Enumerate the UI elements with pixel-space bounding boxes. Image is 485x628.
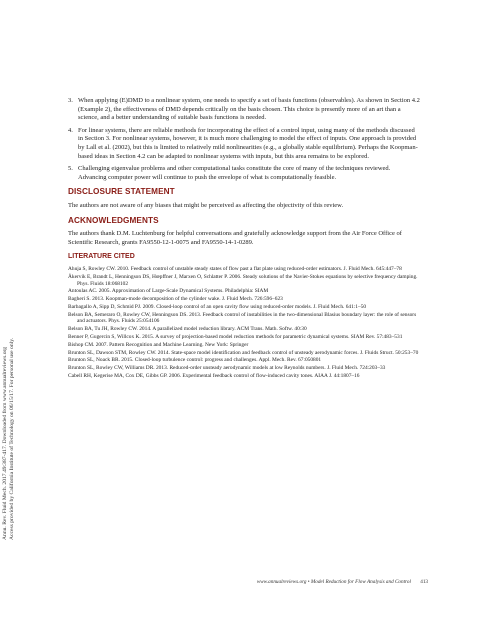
reference-item: Bagheri S. 2013. Koopman-mode decomposition of the cylinder wake. J. Fluid Mech. 726:596–623 <box>68 296 283 303</box>
reference-item: Bishop CM. 2007. Pattern Recognition and Machine Learning. New York: Springer <box>68 341 249 348</box>
reference-item: Belson BA, Semeraro O, Rowley CW, Henningson DS. 2013. Feedback control of instabilities in the two-dimensional Blasius boundary layer: the role of sensors and actuators. Phys. Fluids 25:054106 <box>68 311 417 325</box>
list-item <box>68 165 420 182</box>
acknowledgments-text: The authors thank D.M. Luchtenburg for helpful conversations and gratefully acknowledge support from the Air Force Office of Scientific Research, grants FA9550-12-1-0075 and FA9550-14-1-0289. <box>68 230 402 246</box>
reference-item: Åkervik E, Brandt L, Henningson DS, Hœpffner J, Marxen O, Schlatter P. 2006. Steady solutions of the Navier-Stokes equations by selective frequency damping. Phys. Fluids 18:068102 <box>68 273 418 287</box>
list-item-text: When applying (E)DMD to a nonlinear system, one needs to specify a set of basis functions (observables). As shown in Section 4.2 (Example 2), the effectiveness of DMD depends critically on the basis chosen. This choice is presently more of an art than a science, and a better understanding of suitable basis functions is needed. <box>78 97 420 122</box>
page-number: 413 <box>420 579 428 585</box>
reference-list <box>68 266 420 380</box>
disclosure-text: The authors are not aware of any biases that might be perceived as affecting the objectivity of this review. <box>68 201 344 209</box>
acknowledgments-heading: ACKNOWLEDGMENTS <box>68 215 159 225</box>
list-item-text: Challenging eigenvalue problems and other computational tasks constitute the core of many of the techniques reviewed. Advancing computer power will continue to push the envelope of what is computationally feasible. <box>78 165 391 181</box>
list-item-number: 3. <box>68 97 73 104</box>
reference-item: Barbagallo A, Sipp D, Schmid PJ. 2009. Closed-loop control of an open cavity flow using reduced-order models. J. Fluid Mech. 641:1–50 <box>68 303 367 310</box>
list-item <box>68 127 420 161</box>
reference-item: Cabell RH, Kegerise MA, Cox DE, Gibbs GP. 2006. Experimental feedback control of flow-induced cavity tones. AIAA J. 44:1807–16 <box>68 373 360 380</box>
page-content <box>68 97 420 381</box>
download-notice-line-2: Access provided by California Institute of Technology on 06/15/17. For personal use only. <box>9 337 16 540</box>
page-footer <box>230 579 428 585</box>
reference-item: Benner P, Gugercin S, Willcox K. 2015. A survey of projection-based model reduction methods for parametric dynamical systems. SIAM Rev. 57:483–531 <box>68 334 403 341</box>
reference-item: Brunton SL, Rowley CW, Williams DR. 2013. Reduced-order unsteady aerodynamic models at low Reynolds numbers. J. Fluid Mech. 724:203–33 <box>68 365 386 372</box>
reference-item: Belson BA, Tu JH, Rowley CW. 2014. A parallelized model reduction library. ACM Trans. Math. Softw. 40:30 <box>68 326 307 333</box>
reference-item: Brunton SL, Dawson STM, Rowley CW. 2014. State-space model identification and feedback control of unsteady aerodynamic forces. J. Fluids Struct. 50:253–70 <box>68 349 419 356</box>
list-item-number: 4. <box>68 126 73 134</box>
disclosure-heading: DISCLOSURE STATEMENT <box>68 187 175 197</box>
literature-heading: LITERATURE CITED <box>68 253 135 261</box>
list-item-text: For linear systems, there are reliable methods for incorporating the effect of a control input, using many of the methods discussed in Section 3. For nonlinear systems, however, it is much more challenging to model the effect of inputs. One approach is provided by Lall et al. (2002), but this is limited to relatively mild nonlinearities (e.g., a globally stable equilibrium). Perhaps the Koopman-based ideas in Section 4.2 can be adapted to nonlinear systems with inputs, but this area remains to be explored. <box>78 126 418 160</box>
open-problems-list <box>68 97 420 182</box>
reference-item: Antoulas AC. 2005. Approximation of Large-Scale Dynamical Systems. Philadelphia: SIAM <box>68 288 269 295</box>
download-notice-line-1: Annu. Rev. Fluid Mech. 2017.49:387-417. Downloaded from www.annualreviews.org <box>2 346 8 540</box>
list-item-number: 5. <box>68 165 73 173</box>
download-notice-text <box>2 240 16 540</box>
reference-item: Ahuja S, Rowley CW. 2010. Feedback control of unstable steady states of flow past a flat plate using reduced-order estimators. J. Fluid Mech. 645:447–78 <box>68 265 402 272</box>
reference-item: Brunton SL, Noack BR. 2015. Closed-loop turbulence control: progress and challenges. Appl. Mech. Rev. 67:050801 <box>68 357 322 364</box>
download-notice-sidebar <box>2 240 22 540</box>
running-footer-text: www.annualreviews.org • Model Reduction for Flow Analysis and Control <box>256 579 411 585</box>
list-item <box>68 97 420 123</box>
